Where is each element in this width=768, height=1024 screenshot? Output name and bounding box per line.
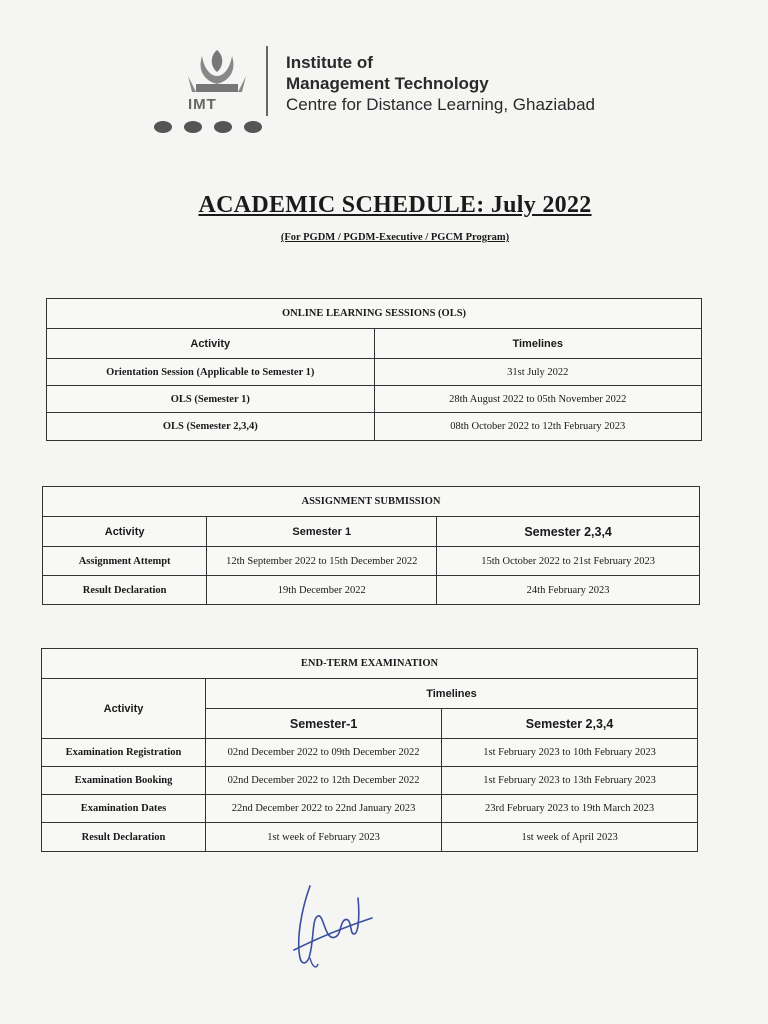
exam-row-sem234: 1st week of April 2023 [442,823,698,852]
assignment-row-activity: Assignment Attempt [43,547,207,576]
assignment-row-sem1: 19th December 2022 [207,576,437,605]
exam-col-activity: Activity [42,679,206,739]
assignment-row-sem1: 12th September 2022 to 15th December 2022 [207,547,437,576]
exam-row-sem1: 22nd December 2022 to 22nd January 2023 [206,795,442,823]
exam-heading: END-TERM EXAMINATION [42,649,698,679]
table-row [43,547,700,576]
exam-col-sem1: Semester-1 [206,709,442,739]
institute-line2: Management Technology [286,74,489,93]
table-row [42,739,698,767]
exam-table [41,648,698,852]
table-row [47,413,702,441]
institute-name [286,52,595,115]
table-row [42,823,698,852]
ols-table [46,298,702,441]
exam-row-activity: Examination Registration [42,739,206,767]
signature [288,878,378,973]
page-subtitle: (For PGDM / PGDM-Executive / PGCM Program) [280,232,510,243]
ols-col-timelines: Timelines [374,329,702,359]
table-row [43,576,700,605]
ols-row-timeline: 31st July 2022 [374,359,702,386]
exam-col-timelines: Timelines [206,679,698,709]
exam-row-activity: Examination Booking [42,767,206,795]
ols-row-timeline: 28th August 2022 to 05th November 2022 [374,386,702,413]
exam-row-activity: Examination Dates [42,795,206,823]
table-row [42,767,698,795]
logo-dots [154,120,274,138]
page-title: ACADEMIC SCHEDULE: July 2022 [198,192,592,218]
exam-row-sem1: 1st week of February 2023 [206,823,442,852]
ols-row-activity: OLS (Semester 1) [47,386,375,413]
exam-row-sem1: 02nd December 2022 to 12th December 2022 [206,767,442,795]
exam-row-sem1: 02nd December 2022 to 09th December 2022 [206,739,442,767]
ols-heading: ONLINE LEARNING SESSIONS (OLS) [47,299,702,329]
ols-row-activity: Orientation Session (Applicable to Semester 1) [47,359,375,386]
assignment-col-activity: Activity [43,517,207,547]
table-row [47,386,702,413]
table-row [47,359,702,386]
header-divider [266,46,268,116]
institute-line1: Institute of [286,53,373,72]
exam-row-sem234: 1st February 2023 to 10th February 2023 [442,739,698,767]
assignment-col-sem1: Semester 1 [207,517,437,547]
assignment-heading: ASSIGNMENT SUBMISSION [43,487,700,517]
exam-row-activity: Result Declaration [42,823,206,852]
ols-col-activity: Activity [47,329,375,359]
exam-row-sem234: 1st February 2023 to 13th February 2023 [442,767,698,795]
assignment-row-sem234: 24th February 2023 [437,576,700,605]
assignment-row-sem234: 15th October 2022 to 21st February 2023 [437,547,700,576]
exam-row-sem234: 23rd February 2023 to 19th March 2023 [442,795,698,823]
institute-header [150,42,670,142]
exam-col-sem234: Semester 2,3,4 [442,709,698,739]
assignment-table [42,486,700,605]
institute-line3: Centre for Distance Learning, Ghaziabad [286,95,596,114]
ols-row-activity: OLS (Semester 2,3,4) [47,413,375,441]
assignment-row-activity: Result Declaration [43,576,207,605]
assignment-col-sem234: Semester 2,3,4 [437,517,700,547]
table-row [42,795,698,823]
ols-row-timeline: 08th October 2022 to 12th February 2023 [374,413,702,441]
logo-text: IMT [188,96,217,113]
